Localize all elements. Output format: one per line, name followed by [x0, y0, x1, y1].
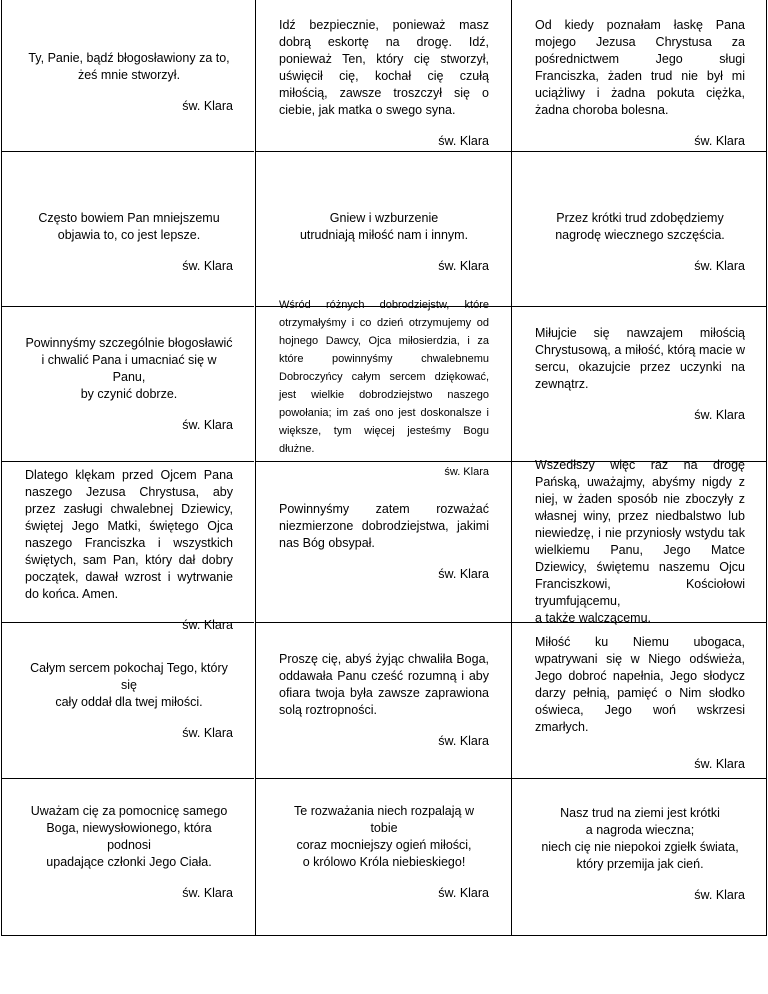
signature: św. Klara: [694, 134, 745, 148]
quote-line: Powinnyśmy szczególnie błogosławić: [25, 335, 233, 350]
quote-card: [2, 0, 255, 151]
quote-line: Uważam cię za pomocnicę samego: [30, 803, 228, 818]
quote-text: Powinnyśmy zatem rozważać niezmierzone dobrodziejstwa, jakimi nas Bóg obsypał.: [279, 502, 489, 550]
quote-card: [512, 0, 767, 151]
quote-text: Wśród różnych dobrodziejstw, które otrzymałyśmy i co dzień otrzymujemy od hojnego Dawcy, Ojca miłosierdzia, i za które powinnyśmy chwalebnemu Dobroczyńcy całym sercem dziękować, jest wielkie dobrodziejstwo naszego powołania; im zaś ono jest doskonalsze i większe, tym więcej jesteśmy Bogu dłużne.: [279, 298, 489, 455]
quote-text: [25, 335, 233, 403]
quote-line: Boga, niewysłowionego, która podnosi: [46, 820, 212, 852]
quote-text: [535, 210, 745, 244]
signature: św. Klara: [438, 885, 489, 900]
quote-card: [2, 152, 255, 306]
quote-text: Miłość ku Niemu ubogaca, wpatrywani się w Niego odświeża, Jego dobroć napełnia, Jego słodycz darzy pełnią, pamięć o Nim słodko oświeca, Jego woń wskrzesi zmarłych.: [535, 635, 745, 734]
quote-text: Idź bezpiecznie, ponieważ masz dobrą eskortę na drogę. Idź, ponieważ Ten, który cię stworzył, uświęcił cię, kochał cię czułą miłością, zawsze troszczył się o ciebie, jak matka o swego syna.: [279, 18, 489, 117]
signature: św. Klara: [438, 258, 489, 273]
signature: św. Klara: [182, 99, 233, 113]
signature: św. Klara: [182, 417, 233, 432]
quote-line: a nagroda wieczna;: [585, 822, 695, 837]
quote-text: [535, 457, 745, 627]
quote-text: [279, 803, 489, 871]
quote-card: [256, 0, 511, 151]
signature: św. Klara: [438, 134, 489, 148]
signature: św. Klara: [438, 567, 489, 581]
quote-line: Często bowiem Pan mniejszemu: [38, 210, 220, 225]
signature: św. Klara: [444, 465, 489, 478]
signature: św. Klara: [694, 757, 745, 771]
quote-line: a także walczącemu.: [535, 611, 652, 625]
quote-line: Przez krótki trud zdobędziemy: [556, 210, 724, 225]
signature: św. Klara: [694, 258, 745, 273]
signature: św. Klara: [694, 887, 745, 902]
quote-line: objawia to, co jest lepsze.: [57, 227, 201, 242]
signature: św. Klara: [182, 725, 233, 740]
quote-text: Od kiedy poznałam łaskę Pana mojego Jezusa Chrystusa za pośrednictwem Jego sługi Franciszka, żaden trud nie był mi uciążliwy i żadna pokuta ciężka, żadna choroba bolesna.: [535, 18, 745, 117]
quote-line: Ty, Panie, bądź błogosławiony za to,: [28, 51, 230, 65]
quote-card: [512, 623, 767, 778]
quote-line: Gniew i wzburzenie: [329, 210, 439, 225]
signature: św. Klara: [438, 734, 489, 748]
quote-card: [256, 462, 511, 622]
quote-card: [2, 779, 255, 935]
quote-line: utrudniają miłość nam i innym.: [299, 227, 469, 242]
signature: św. Klara: [694, 407, 745, 422]
quote-line: niech cię nie niepokoi zgiełk świata,: [541, 839, 739, 854]
quote-card: [512, 779, 767, 935]
quote-card: [256, 779, 511, 935]
quote-line: Całym sercem pokochaj Tego, który się: [30, 660, 228, 692]
signature: św. Klara: [182, 258, 233, 273]
quote-card: [2, 462, 255, 632]
quote-line: Te rozważania niech rozpalają w tobie: [294, 803, 474, 835]
quote-line: który przemija jak cień.: [576, 856, 704, 871]
quote-card: [512, 307, 767, 461]
card-sheet: [1, 0, 767, 936]
signature: św. Klara: [182, 617, 233, 632]
quote-line: nagrodę wiecznego szczęścia.: [555, 227, 725, 242]
quote-text: Miłujcie się nawzajem miłością Chrystusową, a miłość, którą macie w sercu, okazujcie przez uczynki na zewnątrz.: [535, 325, 745, 391]
quote-text: Dlatego klękam przed Ojcem Pana naszego Jezusa Chrystusa, aby przez zasługi chwalebnej Dziewicy, świętej Jego Matki, świętego Ojca naszego Franciszka i wszystkich świętych, sam Pan, który dał dobry początek, dawał wzrost i wytrwanie do końca. Amen.: [25, 467, 233, 601]
quote-line: by czynić dobrze.: [80, 386, 178, 401]
quote-line: żeś mnie stworzył.: [77, 68, 181, 82]
quote-text: [25, 660, 233, 711]
quote-card: [256, 298, 511, 478]
quote-line: coraz mocniejszy ogień miłości,: [296, 837, 472, 852]
quote-text: [25, 210, 233, 244]
quote-card: [512, 152, 767, 306]
quote-card: [256, 623, 511, 778]
quote-text: [279, 210, 489, 244]
quote-line: Nasz trud na ziemi jest krótki: [560, 805, 720, 820]
quote-text: [535, 805, 745, 873]
quote-line: cały oddał dla twej miłości.: [55, 694, 203, 709]
quote-body: Wszedłszy więc raz na drogę Pańską, uważajmy, abyśmy nigdy z niej, w żaden sposób nie zboczyły z własnej winy, przez niedbalstwo lub niewiedzę, i nie przyniosły wstydu tak wielkiemu Panu, Jego Matce Dziewicy, świętemu naszemu Ojcu Franciszkowi, Kościołowi tryumfującemu,: [535, 458, 745, 608]
quote-text: [25, 803, 233, 871]
quote-line: i chwalić Pana i umacniać się w Panu,: [41, 352, 217, 384]
quote-card: [2, 623, 255, 778]
quote-line: o królowo Króla niebieskiego!: [302, 854, 466, 869]
quote-card: [256, 152, 511, 306]
quote-card: [512, 458, 767, 625]
signature: św. Klara: [182, 885, 233, 900]
quote-text: Proszę cię, abyś żyjąc chwaliła Boga, oddawała Panu cześć rozumną i aby ofiara twoja była zawsze zaprawiona solą roztropności.: [279, 652, 489, 717]
quote-text: [25, 50, 233, 84]
quote-line: upadające członki Jego Ciała.: [46, 854, 212, 869]
quote-card: [2, 307, 255, 461]
